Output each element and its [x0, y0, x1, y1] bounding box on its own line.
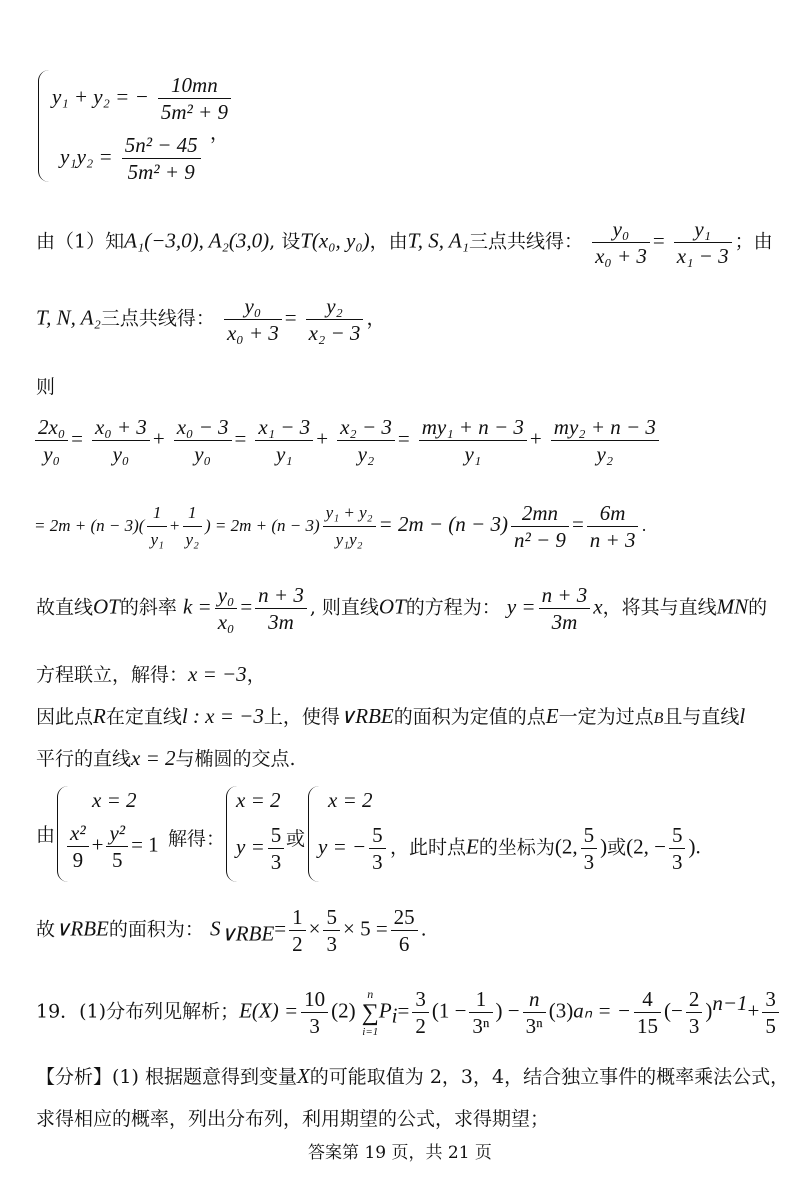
sys-x-eq-2: x = 2	[92, 788, 137, 812]
collinear-tsa-line: 由（1）知A₁(−3,0), A₂(3,0), 设T(x₀, y₀)，由T, S, A₁三点共线得： $\frac{\text{y₀}}{\text{x₀ + 3}}$ = $\frac{\text{y₁}}{\text{x₁ − 3}}$ ；由	[36, 217, 773, 268]
solve-line: 方程联立，解得：x = −3，	[36, 662, 266, 686]
huo-label: 或	[286, 828, 306, 850]
ellipse-equation: $\frac{\text{x²}}{9}$ + $\frac{\text{y²}}{5}$ = 1	[64, 820, 159, 873]
collinear-tna-line: T, N, A₂三点共线得： $\frac{\text{y₀}}{\text{x₀ + 3}}$ = $\frac{\text{y₂}}{\text{x₂ − 3}}$ ，	[36, 294, 386, 345]
left-brace	[38, 70, 49, 182]
fixed-line-statement: 因此点R在定直线l : x = −3上，使得∨RBE的面积为定值的点E一定为过点B且与直线l	[36, 704, 746, 728]
sys3-x: x = 2	[328, 788, 373, 812]
point-e-coordinates: ，此时点E的坐标为(2, $\frac{5}{3}$ )或(2, − $\frac{5}{3}$ ).	[390, 823, 701, 874]
area-line: 故∨RBE的面积为： $S_{\vee RBE}=$ $\frac{1}{2}$ × $\frac{5}{3}$ × 5 = $\frac{25}{6}$ .	[36, 905, 427, 956]
analysis-line-2: 求得相应的概率，列出分布列，利用期望的公式，求得期望；	[36, 1108, 550, 1130]
parallel-line-statement: 平行的直线x = 2与椭圆的交点.	[36, 746, 296, 770]
jie-label: 解得：	[168, 828, 226, 850]
equation-y-product: y₁y₂ = $\frac{\text{5n² − 45}}{\text{5m² + 9}}$	[60, 132, 204, 185]
simplification-line: = 2m + (n − 3)( $\frac{1}{\text{y₁}}$ + $\frac{1}{\text{y₂}}$ ) = 2m + (n − 3) $\frac{\text{y₁ + y₂}}{\text{y₁y₂}}$ = 2m − (n − 3) $\frac{2mn}{\text{n² − 9}}$ = $\frac{6m}{n + 3}$ .	[34, 501, 647, 552]
system-comma: ，	[210, 122, 230, 144]
you-label: 由	[36, 824, 56, 846]
slope-line: 故直线OT的斜率 k = $\frac{\text{y₀}}{\text{x₀}}$ = $\frac{n + 3}{3m}$ , 则直线OT的方程为： y = $\frac{n + 3}{3m}$ x，将其与直线MN的	[36, 583, 768, 634]
page-footer: 答案第 19 页，共 21 页	[308, 1143, 492, 1163]
answer-19-line: 19．(1)分布列见解析；E(X) = $\frac{10}{3}$ (2) n ∑ i=1 $P_i=$ $\frac{3}{2}$ (1 − $\frac{1}{\text{3ⁿ}}$ ) − $\frac{n}{\text{3ⁿ}}$ (3)aₙ = − $\frac{4}{15}$ (− $\frac{2}{3}$ )$^{n-1}$+ $\frac{3}{5}$	[36, 986, 782, 1039]
sys2-y: y = $\frac{5}{3}$	[236, 822, 287, 875]
ze-label: 则	[36, 376, 56, 398]
equation-y-sum: y₁ + y₂ = − $\frac{10mn}{\text{5m² + 9}}$	[52, 72, 234, 125]
sys2-x: x = 2	[236, 788, 281, 812]
sys3-y: y = − $\frac{5}{3}$	[318, 822, 389, 875]
ratio-expansion-line: $\frac{\text{2x₀}}{\text{y₀}}$ = $\frac{\text{x₀ + 3}}{\text{y₀}}$ + $\frac{\text{x₀ − 3}}{\text{y₀}}$ = $\frac{\text{x₁ − 3}}{\text{y₁}}$ + $\frac{\text{x₂ − 3}}{\text{y₂}}$ = $\frac{\text{my₁ + n − 3}}{\text{y₁}}$ + $\frac{\text{my₂ + n − 3}}{\text{y₂}}$	[32, 414, 662, 467]
analysis-line: 【分析】(1) 根据题意得到变量X的可能取值为 2，3，4，结合独立事件的概率乘法公式，	[36, 1064, 790, 1088]
